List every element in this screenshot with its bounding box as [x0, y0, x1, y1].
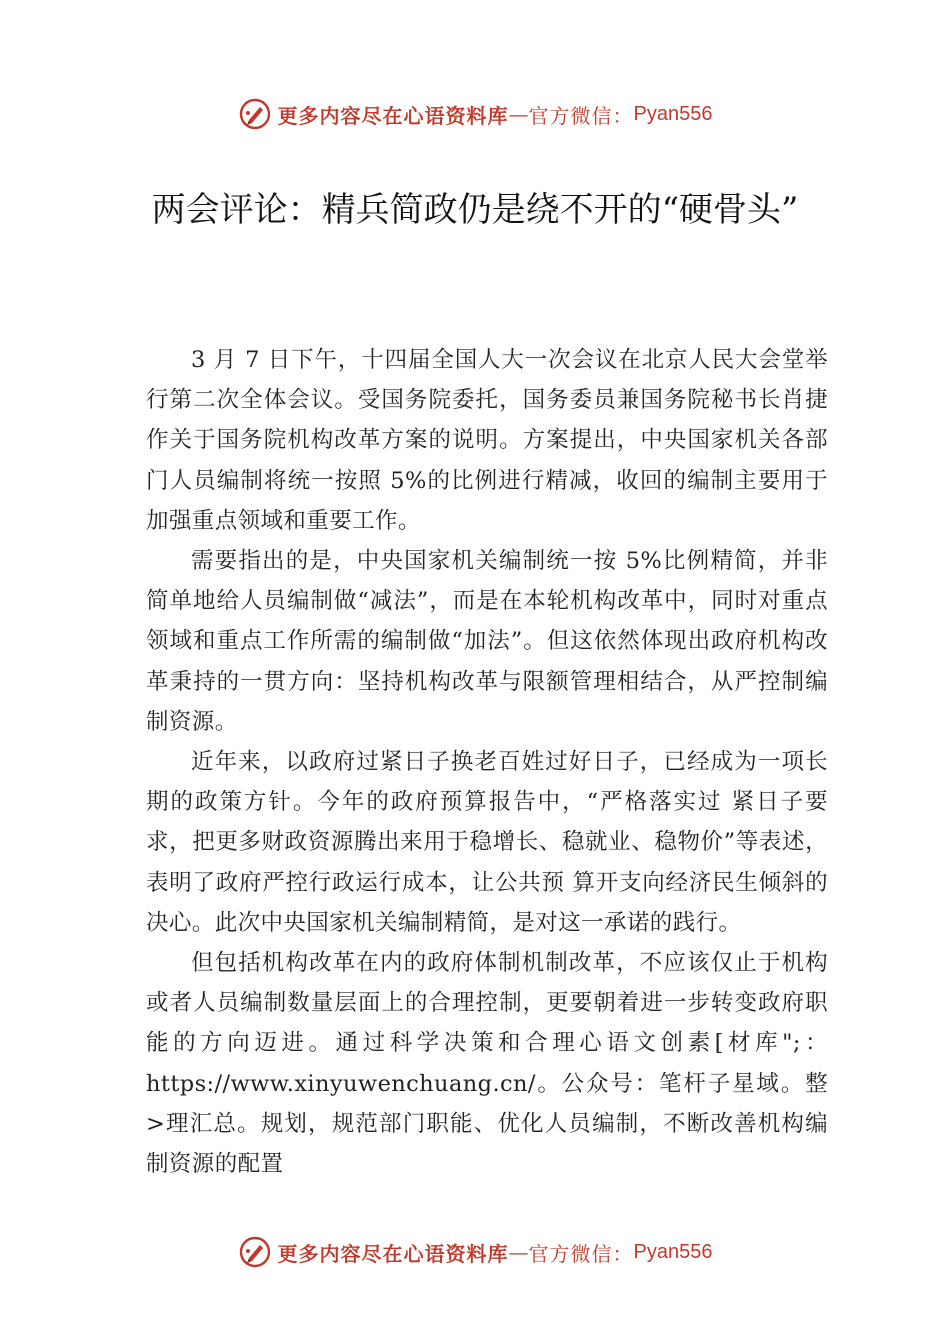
banner-wechat-id: Pyan556 — [633, 1240, 713, 1263]
pen-logo-icon — [238, 1235, 272, 1269]
paragraph-1: 3 月 7 日下午，十四届全国人大一次会议在北京人民大会堂举行第二次全体会议。受国务院委托，国务委员兼国务院秘书长肖捷作关于国务院机构改革方案的说明。方案提出，中央国家机关各部门人员编制将统一按照 5%的比例进行精减，收回的编制主要用于加强重点领域和重要工作。 — [146, 347, 828, 534]
article-body — [146, 340, 828, 1184]
article-title: 两会评论：精兵简政仍是绕不开的“硬骨头” — [151, 190, 799, 230]
header-banner — [0, 94, 950, 134]
banner-separator: — — [508, 102, 529, 126]
paragraph-2: 需要指出的是，中央国家机关编制统一按 5%比例精简，并非简单地给人员编制做“减法”，而是在本轮机构改革中，同时对重点领域和重点工作所需的编制做“加法”。但这依然体现出政府机构改革秉持的一贯方向：坚持机构改革与限额管理相结合，从严控制编制资源。 — [146, 548, 828, 735]
banner-brand-text: 更多内容尽在心语资料库 — [277, 1241, 509, 1266]
banner-brand-text: 更多内容尽在心语资料库 — [277, 103, 509, 128]
footer-banner — [0, 1232, 950, 1272]
paragraph-3: 近年来，以政府过紧日子换老百姓过好日子，已经成为一项长期的政策方针。今年的政府预算报告中，“严格落实过 紧日子要求，把更多财政资源腾出来用于稳增长、稳就业、稳物价”等表述，表明了政府严控行政运行成本，让公共预 算开支向经济民生倾斜的决心。此次中央国家机关编制精简，是对这一承诺的践行。 — [146, 749, 828, 936]
pen-logo-icon — [238, 97, 272, 131]
banner-wechat-label: 官方微信： — [528, 103, 634, 128]
paragraph-4: 但包括机构改革在内的政府体制机制改革，不应该仅止于机构或者人员编制数量层面上的合理控制，更要朝着进一步转变政府职能的方向迈进。通过科学决策和合理心语文创素[材库";：https://www.xinyuwenchuang.cn/。公众号：笔杆子星域。整>理汇总。规划，规范部门职能、优化人员编制，不断改善机构编制资源的配置 — [146, 950, 828, 1178]
banner-wechat-id: Pyan556 — [633, 102, 713, 125]
banner-wechat-label: 官方微信： — [528, 1241, 634, 1266]
banner-separator: — — [508, 1240, 529, 1264]
